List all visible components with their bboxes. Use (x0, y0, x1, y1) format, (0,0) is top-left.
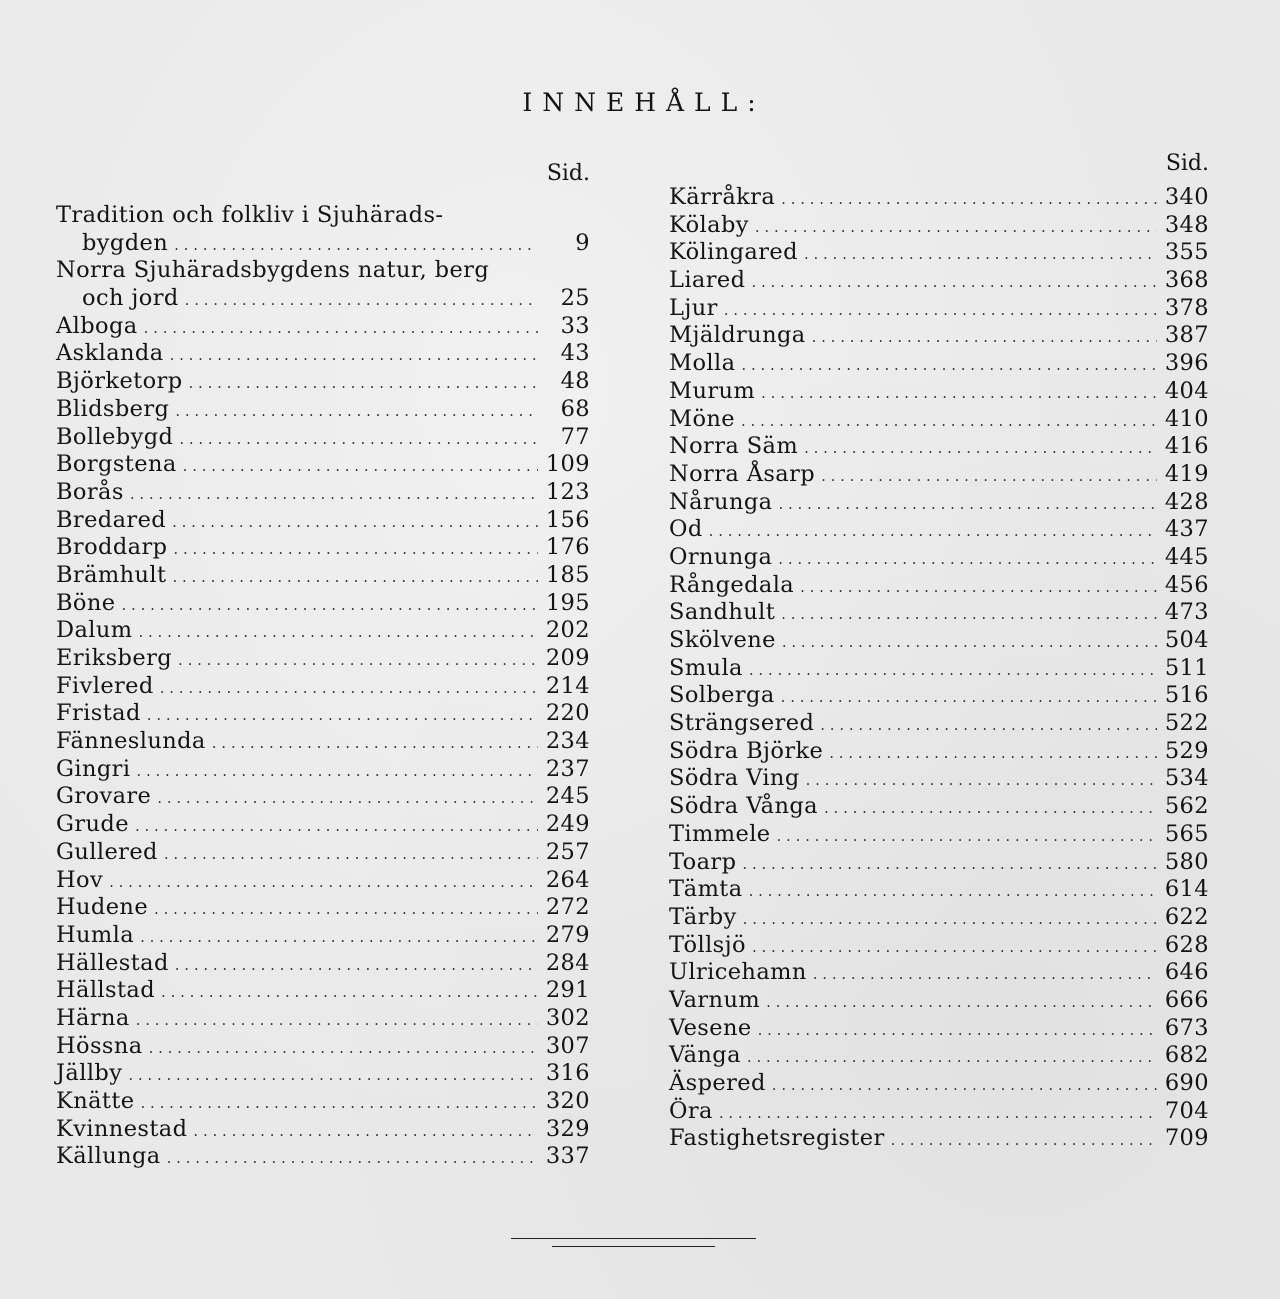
toc-entry[interactable] (669, 378, 1209, 406)
toc-entry-title: Södra Ving (669, 765, 800, 792)
toc-entry-page-number: 562 (1164, 793, 1209, 820)
toc-entry-title: Kölingared (669, 239, 798, 266)
toc-entry-title: Fastighetsregister (669, 1125, 885, 1152)
toc-entry[interactable] (669, 627, 1209, 655)
toc-entry-page-number: 516 (1164, 682, 1209, 709)
toc-entry[interactable] (669, 987, 1209, 1015)
dot-leader (813, 961, 1157, 989)
dot-leader (812, 324, 1157, 352)
toc-entry[interactable] (56, 728, 590, 756)
toc-entry-title: Jällby (56, 1060, 123, 1087)
dot-leader (761, 380, 1157, 408)
dot-leader (766, 989, 1157, 1017)
dot-leader (742, 851, 1156, 879)
toc-entry-page-number: 704 (1164, 1097, 1209, 1124)
dot-leader (141, 1090, 538, 1118)
toc-entry-page-number: 410 (1164, 405, 1209, 432)
toc-entry[interactable] (56, 1088, 590, 1116)
toc-column-left (56, 160, 590, 1171)
toc-entry-title: Solberga (669, 682, 775, 709)
dot-leader (781, 601, 1157, 629)
toc-entry-title: Borås (56, 478, 124, 505)
toc-entry[interactable] (669, 461, 1209, 489)
toc-entry[interactable] (669, 322, 1209, 350)
page-title: INNEHÅLL: (522, 88, 766, 117)
dot-leader (755, 214, 1157, 242)
toc-entry[interactable] (669, 1070, 1209, 1098)
toc-entry[interactable] (669, 572, 1209, 600)
toc-entry[interactable] (56, 700, 590, 728)
toc-entry[interactable] (56, 673, 590, 701)
toc-entry-page-number: 284 (545, 949, 590, 976)
toc-entry[interactable] (56, 811, 590, 839)
toc-entry[interactable] (56, 617, 590, 645)
toc-entry-page-number: 220 (545, 700, 590, 727)
dot-leader (185, 287, 538, 315)
toc-entry-title: Borgstena (56, 451, 177, 478)
toc-entry-page-number: 43 (560, 340, 590, 367)
toc-entry-page-number: 234 (545, 728, 590, 755)
toc-entry[interactable] (669, 1015, 1209, 1043)
dot-leader (719, 1100, 1157, 1128)
toc-entry[interactable] (669, 1042, 1209, 1070)
toc-entry[interactable] (56, 1116, 590, 1144)
dot-leader (173, 536, 537, 564)
toc-entry-title: bygden (82, 229, 169, 256)
dot-leader (821, 463, 1157, 491)
dot-leader (164, 841, 538, 869)
toc-entry[interactable] (669, 959, 1209, 987)
dot-leader (170, 342, 538, 370)
toc-entry-page-number: 279 (545, 921, 590, 948)
dot-leader (136, 1007, 538, 1035)
toc-entry-page-number: 565 (1164, 820, 1209, 847)
toc-entry[interactable] (56, 230, 590, 258)
toc-entry[interactable] (56, 313, 590, 341)
toc-entry-title: Dalum (56, 617, 133, 644)
toc-entry[interactable] (56, 867, 590, 895)
toc-entry-title: Böne (56, 589, 116, 616)
toc-entry-title: Härna (56, 1004, 130, 1031)
toc-entry-title: Gingri (56, 755, 131, 782)
toc-entry-title: Mjäldrunga (669, 322, 806, 349)
dot-leader (709, 518, 1157, 546)
toc-entry-page-number: 628 (1164, 931, 1209, 958)
toc-entry-title: Ulricehamn (669, 959, 807, 986)
toc-entry-title: Fänneslunda (56, 728, 206, 755)
toc-entry-page-number: 622 (1164, 903, 1209, 930)
toc-entry-page-number: 272 (545, 894, 590, 921)
toc-entry-page-number: 291 (545, 977, 590, 1004)
toc-entry[interactable] (56, 368, 590, 396)
toc-entry-title: Norra Åsarp (669, 460, 816, 487)
dot-leader (800, 574, 1157, 602)
dot-leader (189, 370, 538, 398)
dot-leader (781, 186, 1157, 214)
dot-leader (824, 795, 1157, 823)
toc-entry[interactable] (56, 285, 590, 313)
toc-entry[interactable] (56, 839, 590, 867)
toc-entry-page-number: 522 (1164, 710, 1209, 737)
toc-entry-page-number: 109 (545, 451, 590, 478)
toc-entry-title: Molla (669, 350, 736, 377)
toc-entry-title: Gullered (56, 838, 158, 865)
page-column-header: Sid. (546, 161, 590, 186)
toc-entry-page-number: 264 (545, 866, 590, 893)
toc-entry-title: Eriksberg (56, 645, 173, 671)
toc-entry-page-number: 445 (1164, 543, 1209, 570)
toc-entry-title: Norra Säm (669, 433, 799, 460)
toc-entry-title: Strängsered (669, 710, 815, 737)
dot-leader (130, 481, 538, 509)
toc-entry-page-number: 33 (560, 312, 590, 339)
toc-entry[interactable] (669, 904, 1209, 932)
toc-entry[interactable] (56, 1060, 590, 1088)
toc-entry-page-number: 646 (1164, 959, 1209, 986)
toc-entry-page-number: 348 (1164, 211, 1209, 238)
toc-entry-title: Skölvene (669, 627, 776, 653)
toc-entry[interactable] (56, 645, 590, 673)
toc-entry[interactable] (669, 239, 1209, 267)
toc-entry-title: Hössna (56, 1032, 143, 1059)
toc-entry-page-number: 504 (1164, 627, 1209, 653)
toc-entry[interactable] (56, 894, 590, 922)
dot-leader (138, 619, 537, 647)
toc-entry-page-number: 378 (1164, 294, 1209, 321)
dot-leader (806, 767, 1157, 795)
toc-entry-page-number: 580 (1164, 848, 1209, 875)
dot-leader (136, 758, 537, 786)
toc-entry-title: Hällstad (56, 977, 156, 1004)
toc-entry-page-number: 404 (1164, 377, 1209, 404)
toc-entry-page-number: 437 (1164, 516, 1209, 543)
toc-entry-title: Södra Vånga (669, 793, 818, 820)
toc-entry-page-number: 387 (1164, 322, 1209, 349)
toc-entry-page-number: 709 (1164, 1125, 1209, 1152)
toc-entry-page-number: 77 (560, 423, 590, 450)
toc-entries-right (669, 184, 1209, 1153)
toc-entry-title: Nårunga (669, 488, 773, 515)
dot-leader (778, 491, 1156, 519)
toc-entry[interactable] (56, 1005, 590, 1033)
dot-leader (154, 896, 538, 924)
toc-entry-page-number: 9 (575, 229, 590, 256)
toc-entry-page-number: 307 (545, 1032, 590, 1059)
toc-entry-page-number: 48 (560, 368, 590, 395)
toc-entry[interactable] (56, 562, 590, 590)
toc-entry-title: Murum (669, 377, 756, 404)
toc-entry-page-number: 428 (1164, 488, 1209, 515)
dot-leader (781, 684, 1157, 712)
toc-entry[interactable] (669, 821, 1209, 849)
toc-entry-page-number: 68 (560, 395, 590, 422)
toc-entry[interactable] (56, 257, 590, 285)
toc-entry[interactable] (669, 682, 1209, 710)
toc-entry-page-number: 682 (1164, 1042, 1209, 1069)
toc-entry-page-number: 202 (545, 617, 590, 644)
dot-leader (183, 453, 538, 481)
toc-entry-title: Rångedala (669, 571, 795, 598)
toc-entry[interactable] (669, 710, 1209, 738)
dot-leader (829, 740, 1157, 768)
toc-entry-title: Vesene (669, 1014, 752, 1041)
dot-leader (778, 546, 1157, 574)
toc-entry-page-number: 237 (545, 755, 590, 782)
dot-leader (193, 1118, 537, 1146)
toc-entry-title: Töllsjö (669, 931, 746, 958)
dot-leader (172, 509, 538, 537)
toc-entry-page-number: 355 (1164, 239, 1209, 266)
toc-entry[interactable] (669, 1125, 1209, 1153)
toc-entry-page-number: 209 (545, 645, 590, 671)
toc-entry[interactable] (669, 489, 1209, 517)
toc-entry[interactable] (56, 451, 590, 479)
toc-entry-page-number: 185 (545, 561, 590, 588)
toc-entry-page-number: 245 (545, 783, 590, 810)
toc-entry-title: Ljur (669, 294, 718, 321)
dot-leader (109, 869, 538, 897)
toc-entry[interactable] (669, 932, 1209, 960)
toc-entry-page-number: 690 (1164, 1070, 1209, 1096)
toc-entry-page-number: 25 (560, 285, 590, 312)
toc-entry-title: Sandhult (669, 599, 776, 626)
toc-entry[interactable] (669, 406, 1209, 434)
dot-leader (891, 1127, 1157, 1155)
dot-leader (174, 232, 538, 260)
dot-leader (749, 878, 1157, 906)
toc-entry[interactable] (56, 1033, 590, 1061)
toc-entry-title: Hov (56, 866, 104, 893)
toc-entry[interactable] (56, 202, 590, 230)
toc-entry[interactable] (56, 534, 590, 562)
toc-entry[interactable] (56, 756, 590, 784)
toc-entry-page-number: 320 (545, 1088, 590, 1114)
toc-entry[interactable] (56, 479, 590, 507)
toc-entry-page-number: 195 (545, 589, 590, 616)
toc-entry[interactable] (669, 350, 1209, 378)
toc-entry[interactable] (56, 424, 590, 452)
dot-leader (160, 675, 538, 703)
toc-entry-page-number: 419 (1164, 460, 1209, 487)
toc-entry-page-number: 511 (1164, 654, 1209, 681)
dot-leader (804, 241, 1157, 269)
toc-entry-page-number: 123 (545, 478, 590, 505)
toc-entry[interactable] (669, 765, 1209, 793)
toc-entry[interactable] (669, 793, 1209, 821)
toc-entries-left (56, 202, 590, 1171)
toc-entry-title: Hällestad (56, 949, 169, 976)
dot-leader (782, 629, 1157, 657)
toc-entry[interactable] (56, 950, 590, 978)
closing-rule-short (552, 1246, 715, 1247)
toc-entry-title: Hudene (56, 894, 149, 921)
dot-leader (804, 435, 1157, 463)
toc-entry-page-number: 176 (545, 534, 590, 561)
toc-entry[interactable] (669, 876, 1209, 904)
toc-entry[interactable] (669, 738, 1209, 766)
dot-leader (777, 823, 1157, 851)
toc-entry-title: Vänga (669, 1042, 741, 1069)
toc-entry-title: Kvinnestad (56, 1115, 188, 1142)
dot-leader (749, 657, 1157, 685)
toc-entry[interactable] (669, 267, 1209, 295)
toc-entry[interactable] (56, 507, 590, 535)
toc-entry-title: Källunga (56, 1143, 161, 1170)
dot-leader (161, 979, 538, 1007)
toc-entry-title: Björketorp (56, 368, 183, 395)
toc-entry-page-number: 368 (1164, 267, 1209, 294)
closing-rule-long (511, 1238, 756, 1239)
toc-entry-page-number: 316 (545, 1060, 590, 1087)
dot-leader (167, 1145, 538, 1173)
toc-entry-title: Asklanda (56, 340, 164, 367)
toc-entry[interactable] (56, 783, 590, 811)
dot-leader (820, 712, 1157, 740)
toc-entry-title: Grovare (56, 783, 152, 810)
toc-entry-title: och jord (82, 285, 179, 312)
dot-leader (149, 1035, 538, 1063)
toc-entry-page-number: 473 (1164, 599, 1209, 626)
toc-entry[interactable] (669, 212, 1209, 240)
dot-leader (128, 1062, 538, 1090)
toc-entry-page-number: 396 (1164, 350, 1209, 377)
toc-entry[interactable] (669, 433, 1209, 461)
toc-entry-title: Bollebygd (56, 423, 174, 450)
dot-leader (724, 297, 1157, 325)
toc-entry-title: Grude (56, 811, 129, 838)
toc-entry-page-number: 673 (1164, 1014, 1209, 1041)
dot-leader (157, 785, 538, 813)
toc-entry[interactable] (669, 184, 1209, 212)
dot-leader (178, 647, 538, 675)
dot-leader (758, 1017, 1157, 1045)
toc-entry-page-number: 416 (1164, 433, 1209, 460)
toc-entry-title: Fristad (56, 700, 141, 727)
toc-entry-page-number: 156 (545, 506, 590, 533)
toc-entry-title: Kärråkra (669, 184, 776, 210)
toc-entry-page-number: 456 (1164, 571, 1209, 598)
toc-entry-title: Blidsberg (56, 395, 170, 422)
dot-leader (179, 426, 538, 454)
toc-entry[interactable] (669, 295, 1209, 323)
toc-entry-title: Alboga (56, 312, 138, 339)
toc-entry-title: Broddarp (56, 534, 168, 561)
toc-entry-page-number: 666 (1164, 986, 1209, 1013)
dot-leader (741, 352, 1156, 380)
toc-entry-title: Od (669, 516, 703, 543)
toc-entry-title: Tradition och folkliv i Sjuhärads- (56, 202, 444, 228)
toc-entry[interactable] (669, 516, 1209, 544)
dot-leader (172, 564, 537, 592)
dot-leader (140, 924, 538, 952)
toc-entry-title: Möne (669, 405, 735, 432)
dot-leader (122, 592, 538, 620)
toc-entry[interactable] (669, 655, 1209, 683)
toc-entry[interactable] (56, 340, 590, 368)
toc-entry[interactable] (56, 590, 590, 618)
toc-entry-page-number: 614 (1164, 876, 1209, 903)
toc-entry-page-number: 340 (1164, 184, 1209, 210)
dot-leader (752, 934, 1157, 962)
dot-leader (751, 269, 1156, 297)
toc-entry[interactable] (56, 922, 590, 950)
page-column-header: Sid. (1165, 151, 1209, 176)
dot-leader (147, 702, 538, 730)
toc-entry[interactable] (56, 396, 590, 424)
toc-entry[interactable] (669, 1098, 1209, 1126)
dot-leader (741, 408, 1157, 436)
dot-leader (212, 730, 538, 758)
toc-entry-title: Norra Sjuhäradsbygdens natur, berg (56, 257, 490, 284)
toc-entry-page-number: 529 (1164, 737, 1209, 764)
dot-leader (175, 952, 538, 980)
toc-entry-title: Smula (669, 654, 743, 681)
toc-entry[interactable] (669, 849, 1209, 877)
toc-entry-title: Knätte (56, 1088, 135, 1114)
dot-leader (772, 1072, 1157, 1100)
toc-entry-page-number: 214 (545, 672, 590, 699)
toc-column-right (669, 152, 1209, 1153)
toc-entry-page-number: 302 (545, 1004, 590, 1031)
dot-leader (144, 315, 538, 343)
toc-entry-page-number: 534 (1164, 765, 1209, 792)
toc-entry-title: Timmele (669, 820, 771, 847)
toc-entry-title: Toarp (669, 848, 737, 875)
dot-leader (135, 813, 538, 841)
toc-entry-title: Bredared (56, 506, 167, 533)
toc-entry-title: Äspered (669, 1070, 766, 1096)
toc-entry-title: Öra (669, 1097, 713, 1124)
toc-entry-page-number: 337 (545, 1143, 590, 1170)
toc-entry-title: Kölaby (669, 211, 749, 238)
toc-entry-title: Tämta (669, 876, 743, 903)
toc-entry-title: Södra Björke (669, 737, 824, 764)
toc-entry[interactable] (669, 544, 1209, 572)
toc-entry-title: Tärby (669, 903, 737, 930)
dot-leader (175, 398, 538, 426)
toc-entry-page-number: 329 (545, 1115, 590, 1142)
toc-entry-title: Humla (56, 921, 135, 948)
dot-leader (743, 906, 1157, 934)
toc-entry[interactable] (669, 599, 1209, 627)
toc-entry-page-number: 257 (545, 838, 590, 865)
toc-entry[interactable] (56, 977, 590, 1005)
toc-entry-title: Fivlered (56, 672, 154, 699)
toc-entry-title: Varnum (669, 986, 761, 1013)
toc-entry[interactable] (56, 1143, 590, 1171)
toc-entry-title: Brämhult (56, 561, 167, 588)
toc-entry-page-number: 249 (545, 811, 590, 838)
toc-entry-title: Liared (669, 267, 746, 294)
dot-leader (747, 1044, 1157, 1072)
toc-entry-title: Ornunga (669, 543, 773, 570)
